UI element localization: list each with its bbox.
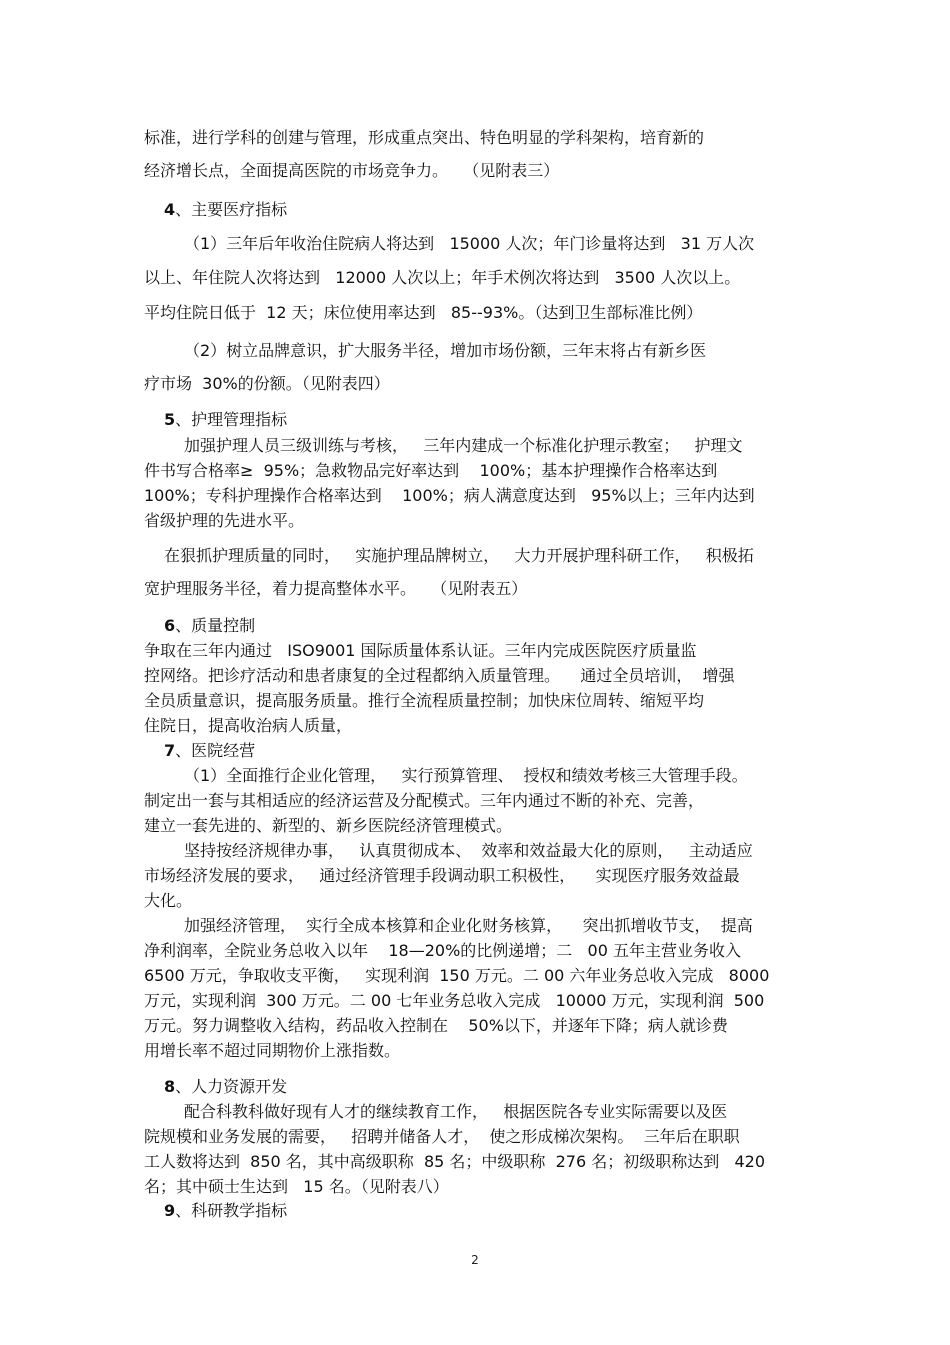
body-line: 住院日，提高收治病人质量， <box>144 716 353 735</box>
body-line: 100%；专科护理操作合格率达到 100%；病人满意度达到 95%以上；三年内达到 <box>144 486 755 505</box>
body-line: 宽护理服务半径，着力提高整体水平。 （见附表五） <box>144 579 528 598</box>
body-line: 全员质量意识，提高服务质量。推行全流程质量控制；加快床位周转、缩短平均 <box>144 691 705 710</box>
body-line: 配合科教科做好现有人才的继续教育工作， 根据医院各专业实际需要以及医 <box>184 1102 728 1121</box>
body-line: 争取在三年内通过 ISO9001 国际质量体系认证。三年内完成医院医疗质量监 <box>144 641 697 660</box>
body-line: 标准，进行学科的创建与管理，形成重点突出、特色明显的学科架构，培育新的 <box>144 128 705 147</box>
body-line: 件书写合格率≥ 95%；急救物品完好率达到 100%；基本护理操作合格率达到 <box>144 461 718 480</box>
body-line: 市场经济发展的要求， 通过经济管理手段调动职工积极性， 实现医疗服务效益最 <box>144 866 740 885</box>
section-heading-9: 9、科研教学指标 <box>164 1201 288 1220</box>
body-line: 净利润率，全院业务总收入以年 18—20%的比例递增；二 00 五年主营业务收入 <box>144 941 741 960</box>
section-heading-4: 4、主要医疗指标 <box>164 200 288 219</box>
section-heading-8: 8、人力资源开发 <box>164 1077 288 1096</box>
page-number: 2 <box>471 1253 479 1267</box>
section-heading-5: 5、护理管理指标 <box>164 410 288 429</box>
body-line: 疗市场 30%的份额。（见附表四） <box>144 374 390 393</box>
body-line: 万元，实现利润 300 万元。二 00 七年业务总收入完成 10000 万元，实现利润 500 <box>144 991 765 1010</box>
body-line: （2）树立品牌意识，扩大服务半径，增加市场份额，三年末将占有新乡医 <box>184 341 707 360</box>
heading-text: 科研教学指标 <box>191 1201 288 1220</box>
heading-number: 5 <box>164 410 176 429</box>
body-line: 经济增长点，全面提高医院的市场竞争力。 （见附表三） <box>144 161 560 180</box>
body-line: （1）全面推行企业化管理， 实行预算管理、 授权和绩效考核三大管理手段。 <box>184 766 748 785</box>
body-line: 院规模和业务发展的需要， 招聘并储备人才， 使之形成梯次架构。 三年后在职职 <box>144 1127 740 1146</box>
body-line: 省级护理的先进水平。 <box>144 511 305 530</box>
body-line: 用增长率不超过同期物价上涨指数。 <box>144 1041 401 1060</box>
heading-text: 主要医疗指标 <box>191 200 288 219</box>
heading-text: 医院经营 <box>191 741 256 760</box>
section-heading-6: 6、质量控制 <box>164 616 256 635</box>
body-line: 名；其中硕士生达到 15 名。（见附表八） <box>144 1177 449 1196</box>
heading-number: 4 <box>164 200 176 219</box>
body-line: 制定出一套与其相适应的经济运营及分配模式。三年内通过不断的补充、完善， <box>144 791 705 810</box>
heading-number: 6 <box>164 616 176 635</box>
body-line: 加强经济管理， 实行全成本核算和企业化财务核算， 突出抓增收节支， 提高 <box>184 916 753 935</box>
body-line: 工人数将达到 850 名，其中高级职称 85 名；中级职称 276 名；初级职称达到 420 <box>144 1152 766 1171</box>
body-line: 万元。努力调整收入结构，药品收入控制在 50%以下，并逐年下降；病人就诊费 <box>144 1016 728 1035</box>
body-line: （1）三年后年收治住院病人将达到 15000 人次；年门诊量将达到 31 万人次 <box>184 234 755 253</box>
body-line: 坚持按经济规律办事， 认真贯彻成本、 效率和效益最大化的原则， 主动适应 <box>184 841 753 860</box>
body-line: 以上、年住院人次将达到 12000 人次以上；年手术例次将达到 3500 人次以上。 <box>144 268 741 287</box>
body-line: 加强护理人员三级训练与考核， 三年内建成一个标准化护理示教室； 护理文 <box>184 436 743 455</box>
body-line: 在狠抓护理质量的同时， 实施护理品牌树立， 大力开展护理科研工作， 积极拓 <box>164 546 754 565</box>
section-heading-7: 7、医院经营 <box>164 741 256 760</box>
heading-number: 9 <box>164 1201 176 1220</box>
heading-text: 护理管理指标 <box>191 410 288 429</box>
body-line: 大化。 <box>144 891 193 910</box>
heading-number: 7 <box>164 741 176 760</box>
body-line: 建立一套先进的、新型的、新乡医院经济管理模式。 <box>144 816 513 835</box>
heading-text: 人力资源开发 <box>191 1077 288 1096</box>
body-line: 控网络。把诊疗活动和患者康复的全过程都纳入质量管理。 通过全员培训， 增强 <box>144 666 735 685</box>
heading-text: 质量控制 <box>191 616 256 635</box>
body-line: 6500 万元，争取收支平衡， 实现利润 150 万元。二 00 六年业务总收入完成 8000 <box>144 966 770 985</box>
heading-number: 8 <box>164 1077 176 1096</box>
body-line: 平均住院日低于 12 天；床位使用率达到 85--93%。（达到卫生部标准比例） <box>144 303 703 322</box>
